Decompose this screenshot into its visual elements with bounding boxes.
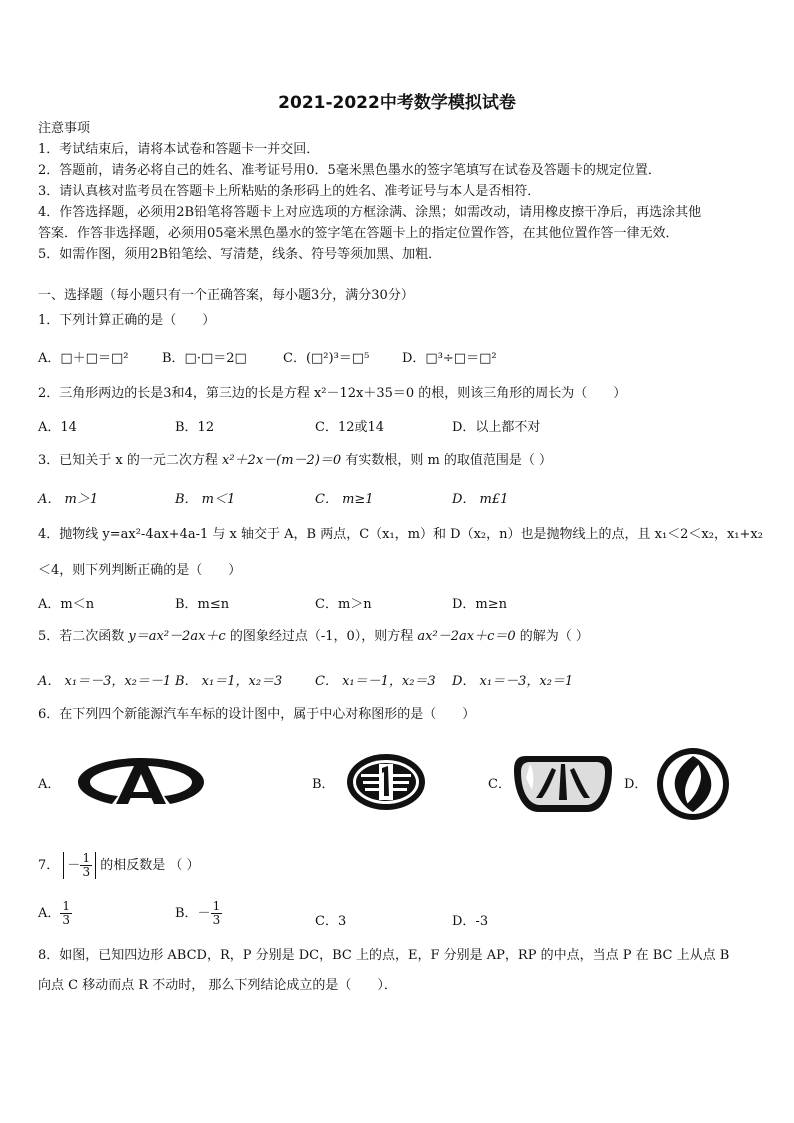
question-2-options: [38, 416, 758, 438]
notice-item-3: 3．请认真核对监考员在答题卡上所粘贴的条形码上的姓名、准考证号与本人是否相符．: [38, 184, 541, 199]
q7-a-num: 1: [62, 899, 71, 913]
question-5-options: [38, 670, 758, 692]
q7-a-den: 3: [62, 913, 71, 927]
q5-function: y＝ax²－2ax＋c: [128, 629, 226, 644]
q7-frac-num: 1: [82, 851, 91, 865]
question-3-options: [38, 488, 758, 510]
q7-option-b-label: B．－: [175, 906, 211, 921]
q7-option-c: C．3: [315, 914, 347, 929]
question-7-stem: [38, 852, 199, 892]
q2-option-b: B．12: [175, 420, 215, 435]
notice-item-2: 2．答题前，请务必将自己的姓名、准考证号用0．5毫米黑色墨水的签字笔填写在试卷及答题卡的规定位置．: [38, 163, 661, 178]
q7-number: 7．: [38, 858, 60, 873]
q7-minus: －: [67, 858, 81, 873]
q6-logo-a-icon: [72, 752, 210, 810]
q6-option-b-label: B．: [312, 777, 335, 792]
section-heading: 一、选择题（每小题只有一个正确答案，每小题3分，满分30分）: [38, 288, 414, 303]
q4-option-c: C．m＞n: [315, 597, 372, 612]
question-7-options: [38, 900, 758, 940]
q7-absolute-value: [63, 852, 96, 879]
q7-option-b: [175, 900, 222, 927]
q5-stem-pre: 5．若二次函数: [38, 629, 125, 644]
question-4-line-1: 4．抛物线 y=ax²-4ax+4a-1 与 x 轴交于 A，B 两点，C（x₁，m）和 D（x₂，n）也是抛物线上的点，且 x₁＜2＜x₂，x₁+x₂: [38, 527, 763, 542]
q7-fraction: [80, 852, 92, 879]
q6-option-c-label: C．: [488, 777, 511, 792]
q6-option-d-label: D．: [624, 777, 648, 792]
q5-option-c: C． x₁＝－1，x₂＝3: [315, 674, 436, 689]
q7-option-b-fraction: [211, 900, 223, 927]
question-3-stem: [38, 452, 552, 470]
question-1-stem: 1．下列计算正确的是（ ）: [38, 313, 216, 328]
question-4-options: [38, 593, 758, 615]
q3-stem-pre: 3．已知关于 x 的一元二次方程: [38, 453, 218, 468]
q6-logo-c-icon: [512, 750, 614, 816]
q3-equation: x²＋2x－(m－2)＝0: [222, 453, 342, 468]
q5-stem-post: 的解为（ ）: [519, 629, 589, 644]
q7-option-d: D．-3: [452, 914, 489, 929]
q6-logo-d-icon: [655, 746, 731, 822]
q5-stem-mid: 的图象经过点（-1，0），则方程: [229, 629, 414, 644]
question-2-stem: 2．三角形两边的长是3和4，第三边的长是方程 x²－12x＋35＝0 的根，则该三角形的周长为（ ）: [38, 386, 627, 401]
q7-option-a: [38, 900, 72, 927]
question-4-line-2: ＜4，则下列判断正确的是（ ）: [38, 563, 242, 578]
q4-option-b: B．m≤n: [175, 597, 230, 612]
q2-option-c: C．12或14: [315, 420, 385, 435]
page-title: 2021-2022中考数学模拟试卷: [278, 93, 516, 113]
q7-b-den: 3: [212, 913, 221, 927]
q1-option-c: C．(□²)³＝□⁵: [283, 351, 370, 366]
question-8-line-1: 8．如图，已知四边形 ABCD，R，P 分别是 DC，BC 上的点，E，F 分别是 AP，RP 的中点，当点 P 在 BC 上从点 B: [38, 948, 730, 963]
question-8-line-2: 向点 C 移动而点 R 不动时， 那么下列结论成立的是（ ）．: [38, 978, 397, 993]
q5-option-d: D． x₁＝－3，x₂＝1: [452, 674, 574, 689]
question-5-stem: [38, 628, 589, 646]
question-6-stem: 6．在下列四个新能源汽车车标的设计图中，属于中心对称图形的是（ ）: [38, 707, 476, 722]
q5-option-b: B． x₁＝1，x₂＝3: [175, 674, 283, 689]
q6-option-a-label: A．: [38, 777, 61, 792]
q7-frac-den: 3: [82, 865, 91, 879]
q5-option-a: A． x₁＝－3，x₂＝－1: [38, 674, 172, 689]
notice-item-1: 1．考试结束后，请将本试卷和答题卡一并交回．: [38, 142, 320, 157]
q2-option-a: A．14: [38, 420, 77, 435]
notice-item-4-cont: 答案．作答非选择题，必须用05毫米黑色墨水的签字笔在答题卡上的指定位置作答，在其他位置作答一律无效．: [38, 226, 679, 241]
q5-equation: ax²－2ax＋c＝0: [417, 629, 516, 644]
q2-option-d: D．以上都不对: [452, 420, 541, 435]
notice-item-4: 4．作答选择题，必须用2B铅笔将答题卡上对应选项的方框涂满、涂黑；如需改动，请用橡皮擦干净后，再选涂其他: [38, 205, 702, 220]
q3-option-d: D． m£1: [452, 492, 509, 507]
notice-item-5: 5．如需作图，须用2B铅笔绘、写清楚，线条、符号等须加黑、加粗．: [38, 247, 442, 262]
q6-logo-b-icon: [345, 752, 427, 812]
q7-option-a-fraction: [60, 900, 72, 927]
q3-option-c: C． m≥1: [315, 492, 374, 507]
question-1-options: [38, 347, 758, 369]
notice-heading: 注意事项: [38, 121, 91, 136]
q7-stem-post: 的相反数是 （ ）: [100, 858, 200, 873]
q7-option-a-label: A．: [38, 906, 61, 921]
q1-option-a: A．□＋□＝□²: [38, 351, 129, 366]
q4-option-a: A．m＜n: [38, 597, 95, 612]
q1-option-d: D．□³÷□＝□²: [402, 351, 497, 366]
q3-option-b: B． m＜1: [175, 492, 236, 507]
q1-option-b: B．□·□＝2□: [162, 351, 247, 366]
q3-option-a: A． m＞1: [38, 492, 99, 507]
q3-stem-post: 有实数根，则 m 的取值范围是（ ）: [345, 453, 553, 468]
q7-b-num: 1: [212, 899, 221, 913]
q4-option-d: D．m≥n: [452, 597, 508, 612]
